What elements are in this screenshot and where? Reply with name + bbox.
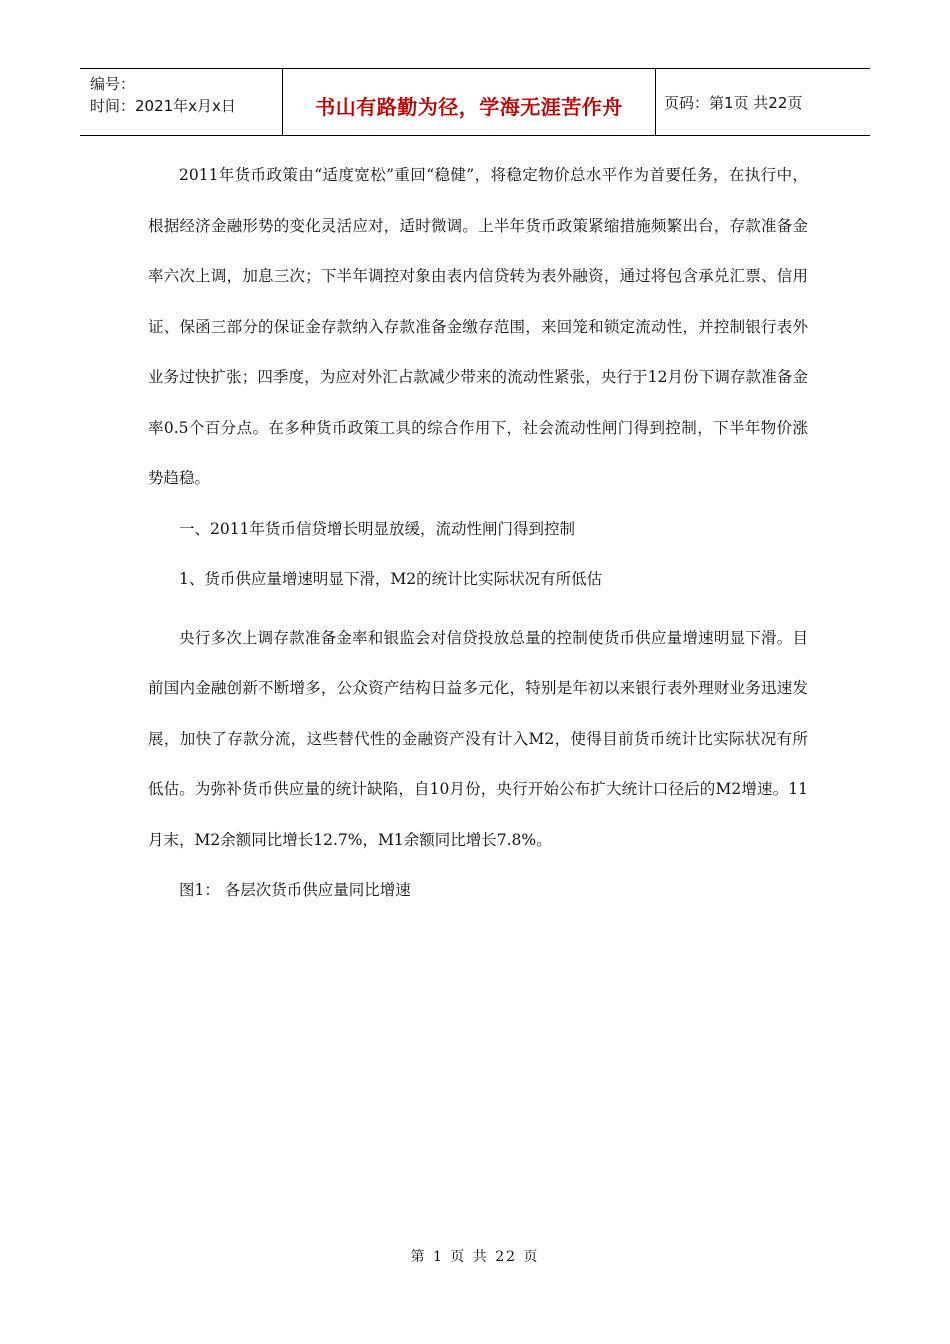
motto-text: 书山有路勤为径，学海无涯苦作舟 — [315, 94, 623, 119]
serial-number-label: 编号： — [90, 75, 136, 93]
document-header — [80, 68, 870, 136]
header-page-cell — [656, 69, 870, 135]
page-code-label: 页码：第1页 共22页 — [664, 93, 803, 112]
detail-paragraph: 央行多次上调存款准备金率和银监会对信贷投放总量的控制使货币供应量增速明显下滑。目前国内金融创新不断增多，公众资产结构日益多元化，特别是年初以来银行表外理财业务迅速发展，加快了存款分流，这些替代性的金融资产没有计入M2，使得目前货币统计比实际状况有所低估。为弥补货币供应量的统计缺陷，自10月份，央行开始公布扩大统计口径后的M2增速。11月末，M2余额同比增长12.7%，M1余额同比增长7.8%。 — [148, 628, 808, 849]
document-body — [148, 150, 808, 916]
date-label: 时间：2021年x月x日 — [90, 97, 236, 115]
section-heading: 一、2011年货币信贷增长明显放缓，流动性闸门得到控制 — [179, 519, 575, 538]
figure-caption: 图1： 各层次货币供应量同比增速 — [179, 881, 411, 899]
intro-paragraph: 2011年货币政策由“适度宽松”重回“稳健”，将稳定物价总水平作为首要任务，在执行中，根据经济金融形势的变化灵活应对，适时微调。上半年货币政策紧缩措施频繁出台，存款准备金率六次上调，加息三次；下半年调控对象由表内信贷转为表外融资，通过将包含承兑汇票、信用证、保函三部分的保证金存款纳入存款准备金缴存范围，来回笼和锁定流动性，并控制银行表外业务过快扩张；四季度，为应对外汇占款减少带来的流动性紧张，央行于12月份下调存款准备金率0.5个百分点。在多种货币政策工具的综合作用下，社会流动性闸门得到控制，下半年物价涨势趋稳。 — [148, 166, 808, 487]
page-footer: 第 1 页 共 22 页 — [410, 1249, 540, 1265]
subsection-heading: 1、货币供应量增速明显下滑，M2的统计比实际状况有所低估 — [179, 570, 603, 588]
header-motto-cell — [282, 69, 656, 135]
header-meta-cell — [80, 69, 282, 135]
